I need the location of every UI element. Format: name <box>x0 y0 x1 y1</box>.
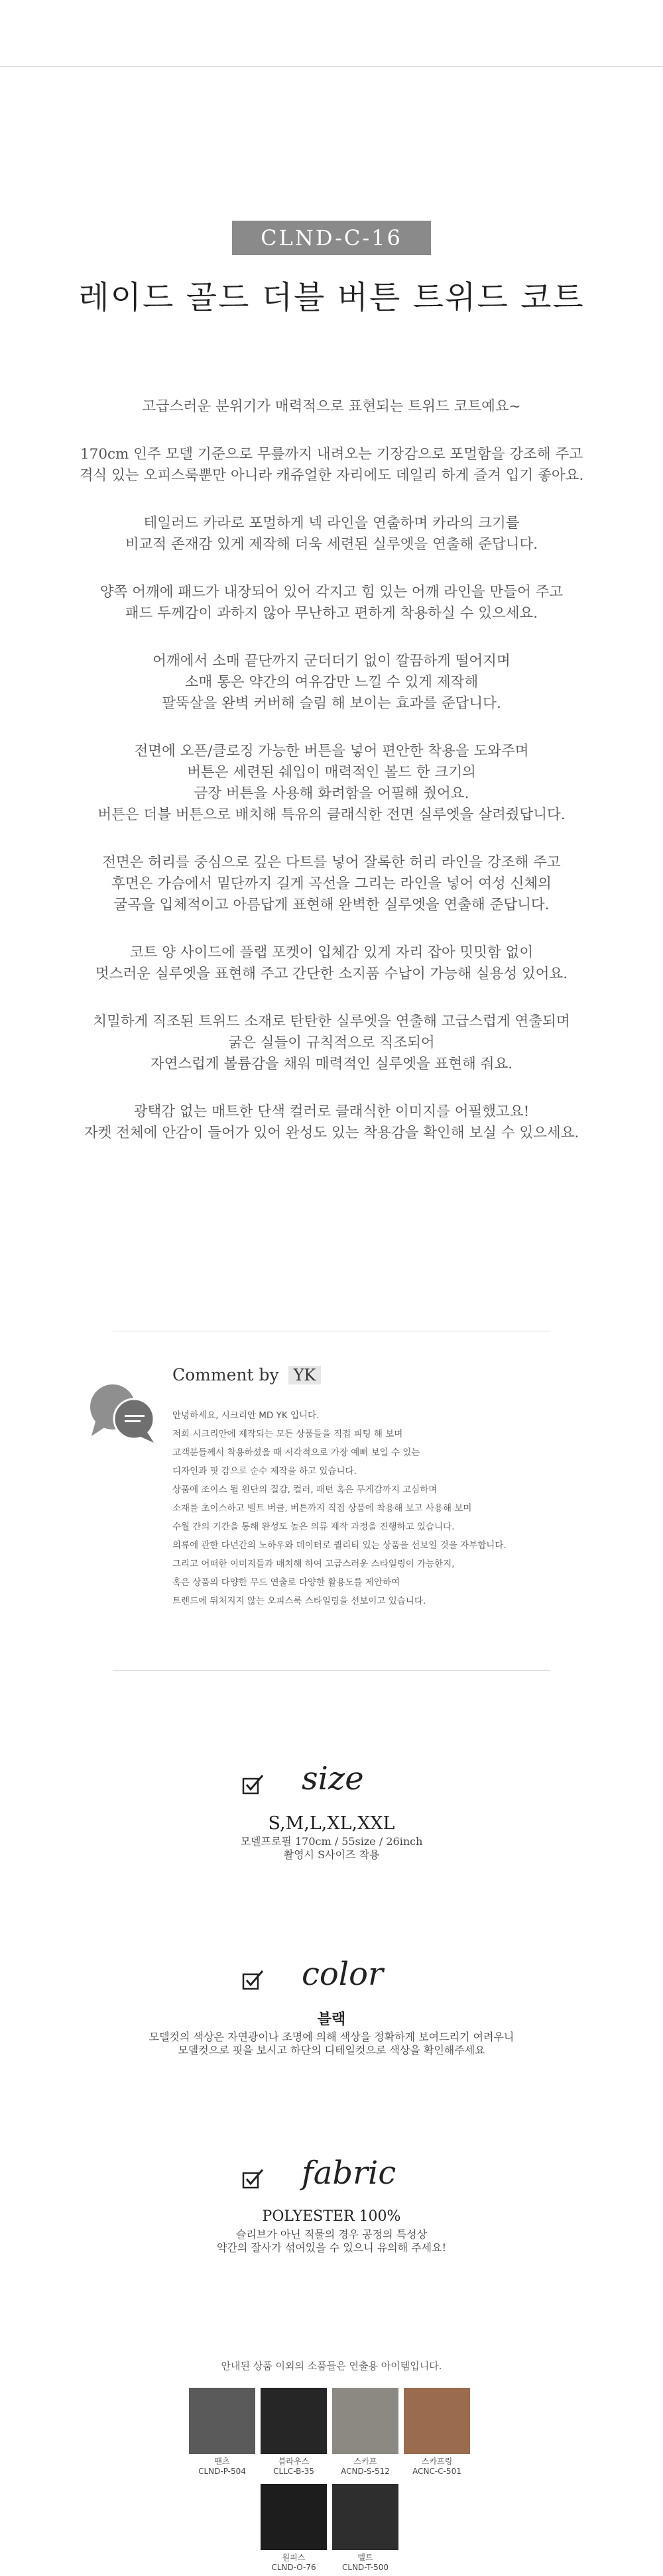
description-line: 테일러드 카라로 포멀하게 넥 라인을 연출하며 카라의 크기를 <box>143 515 520 532</box>
description-paragraph <box>40 582 623 624</box>
comment-line: 디자인과 핏 감으로 순수 제작을 하고 있습니다. <box>172 1466 357 1477</box>
description-line: 자켓 전체에 안감이 들어가 있어 완성도 있는 착용감을 확인해 보실 수 있으세요. <box>84 1125 579 1141</box>
fabric-note-2: 약간의 잘사가 섞여있을 수 있으니 유의해 주세요! <box>216 2241 447 2254</box>
comment-author: YK <box>288 1366 322 1384</box>
related-item-label <box>397 2457 477 2477</box>
related-items-title: 안내된 상품 이외의 소품들은 연출용 아이템입니다. <box>221 2360 442 2372</box>
color-info <box>66 2008 597 2057</box>
description-line: 양쪽 어깨에 패드가 내장되어 있어 각지고 힘 있는 어깨 라인을 만들어 주고 <box>99 584 564 600</box>
size-heading-text: size <box>302 1760 364 1797</box>
description-line: 버튼은 세련된 쉐입이 매력적인 볼드 한 크기의 <box>187 764 476 781</box>
description-line: 후면은 가슴에서 밑단까지 길게 곡선을 그리는 라인을 넣어 여성 신체의 <box>111 875 552 892</box>
checkbox-check-icon <box>242 1969 265 1990</box>
description-paragraph <box>40 1011 623 1075</box>
comment-line: 안녕하세요, 시크리안 MD YK 입니다. <box>172 1410 320 1421</box>
description-line: 팔뚝살을 완벽 커버해 슬림 해 보이는 효과를 준답니다. <box>162 695 501 712</box>
comment-header <box>172 1365 321 1384</box>
description-line: 어깨에서 소매 끝단까지 군더더기 없이 깔끔하게 떨어지며 <box>152 653 511 669</box>
description-line: 치밀하게 직조된 트위드 소재로 탄탄한 실루엣을 연출해 고급스럽게 연출되며 <box>93 1013 570 1030</box>
related-item-name: 스카프링 <box>421 2457 453 2466</box>
description-line: 비교적 존재감 있게 제작해 더욱 세련된 실루엣을 연출해 준답니다. <box>125 536 538 553</box>
top-divider <box>0 66 663 67</box>
related-item-thumbnail[interactable] <box>332 2388 398 2454</box>
description-line: 패드 두께감이 과하지 않아 무난하고 편하게 착용하실 수 있으세요. <box>125 605 538 622</box>
description-paragraph <box>40 1101 623 1144</box>
fabric-heading <box>242 2157 441 2197</box>
comment-line: 상품에 조이스 될 원단의 질감, 컬러, 패턴 혹은 무게감까지 고심하며 <box>172 1484 438 1495</box>
fabric-heading-text: fabric <box>302 2155 396 2192</box>
description-line: 격식 있는 오피스룩뿐만 아니라 캐쥬얼한 자리에도 데일리 하게 즐겨 입기 좋아요. <box>79 467 584 484</box>
related-item-code: ACND-S-512 <box>341 2467 390 2476</box>
related-item-code: CLND-O-76 <box>271 2563 316 2572</box>
description-paragraph <box>40 942 623 985</box>
color-heading-text: color <box>302 1956 383 1993</box>
checkbox-check-icon <box>242 1773 265 1795</box>
comment-line: 의류에 관한 다년간의 노하우와 데이터로 퀄리티 있는 상품을 선보일 것을 자부합니다. <box>172 1540 507 1551</box>
description-line: 고급스러운 분위기가 매력적으로 표현되는 트위드 코트예요~ <box>142 398 521 415</box>
comment-text <box>172 1406 507 1610</box>
description-line: 금장 버튼을 사용해 화려함을 어필해 줬어요. <box>194 785 469 802</box>
comment-line: 혹은 상품의 다양한 무드 연출로 다양한 활용도를 제안하여 <box>172 1577 400 1588</box>
related-item-name: 벨트 <box>357 2553 373 2562</box>
section-divider <box>113 1670 550 1671</box>
related-item-label <box>326 2553 405 2573</box>
description-line: 소매 통은 약간의 여유감만 느낄 수 있게 제작해 <box>184 674 479 691</box>
description-line: 버튼은 더블 버튼으로 배치해 특유의 클래식한 전면 실루엣을 살려줬답니다. <box>97 807 566 823</box>
related-item-thumbnail[interactable] <box>261 2388 327 2454</box>
related-item-thumbnail[interactable] <box>189 2388 255 2454</box>
md-comment <box>86 1365 590 1630</box>
related-item-label <box>326 2457 405 2477</box>
description-line: 전면은 허리를 중심으로 깊은 다트를 넣어 잘록한 허리 라인을 강조해 주고 <box>102 854 561 871</box>
description-paragraph <box>40 396 623 418</box>
related-item-code: CLLC-B-35 <box>273 2467 314 2476</box>
related-item-label <box>254 2457 333 2477</box>
description-line: 광택감 없는 매트한 단색 컬러로 클래식한 이미지를 어필했고요! <box>133 1103 530 1120</box>
description-line: 멋스러운 실루엣을 표현해 주고 간단한 소지품 수납이 가능해 실용성 있어요. <box>95 966 568 982</box>
comment-line: 트렌드에 뒤처지지 않는 오피스룩 스타일링을 선보이고 있습니다. <box>172 1596 426 1606</box>
related-item-name: 스카프 <box>353 2457 377 2466</box>
comment-label: Comment by <box>172 1365 279 1384</box>
description-line: 자연스럽게 볼륨감을 채워 매력적인 실루엣을 표현해 줘요. <box>150 1056 513 1072</box>
color-note-1: 모델컷의 색상은 자연광이나 조명에 의해 색상을 정확하게 보여드리기 여려우니 <box>149 2031 514 2043</box>
product-description <box>40 396 623 1170</box>
comment-line: 고객분들께서 착용하셨을 때 시각적으로 가장 예뻐 보일 수 있는 <box>172 1447 420 1458</box>
fabric-composition: POLYESTER 100% <box>262 2208 401 2225</box>
description-paragraph <box>40 444 623 486</box>
size-note: 촬영시 S사이즈 착용 <box>283 1848 380 1861</box>
product-title: 레이드 골드 더블 버튼 트위드 코트 <box>78 279 585 316</box>
related-item-name: 원피스 <box>282 2553 306 2562</box>
size-heading <box>242 1760 441 1803</box>
fabric-note-1: 슬리브가 아닌 직물의 경우 공정의 특성상 <box>235 2228 428 2241</box>
related-item-label <box>254 2553 333 2573</box>
comment-line: 수월 간의 기간을 통해 완성도 높은 의류 제작 과정을 진행하고 있습니다. <box>172 1522 455 1532</box>
description-paragraph <box>40 741 623 826</box>
description-line: 코트 양 사이드에 플랩 포켓이 입체감 있게 자리 잡아 밋밋함 없이 <box>129 944 534 961</box>
checkbox-check-icon <box>242 2168 265 2189</box>
related-item-thumbnail[interactable] <box>332 2484 398 2550</box>
size-list: S,M,L,XL,XXL <box>268 1813 395 1834</box>
description-line: 전면에 오픈/클로징 가능한 버튼을 넣어 편안한 착용을 도와주며 <box>134 743 529 759</box>
description-paragraph <box>40 513 623 555</box>
related-item-name: 블라우스 <box>278 2457 310 2466</box>
comment-line: 소재를 초이스하고 벨트 버클, 버튼까지 직접 상품에 착용해 보고 사용해 보며 <box>172 1503 472 1514</box>
comment-line: 저희 시크리안에 제작되는 모든 상품들을 직접 피팅 해 보며 <box>172 1429 403 1439</box>
related-item-thumbnail[interactable] <box>261 2484 327 2550</box>
description-line: 170cm 인주 모델 기준으로 무릎까지 내려오는 기장감으로 포멀함을 강조해 주고 <box>80 446 583 463</box>
comment-line: 그리고 어떠한 이미지들과 매치해 하여 고급스러운 스타일링이 가능한지, <box>172 1559 455 1569</box>
model-profile: 모델프로필 170cm / 55size / 26inch <box>240 1835 423 1848</box>
description-paragraph <box>40 651 623 714</box>
related-item-label <box>182 2457 262 2477</box>
color-note-2: 모델컷으로 핏을 보시고 하단의 디테일컷으로 색상을 확인해주세요 <box>178 2044 485 2056</box>
related-item-thumbnail[interactable] <box>404 2388 470 2454</box>
description-paragraph <box>40 852 623 916</box>
related-item-code: ACNC-C-501 <box>412 2467 461 2476</box>
product-code-badge: CLND-C-16 <box>232 221 431 255</box>
related-item-code: CLND-P-504 <box>198 2467 246 2476</box>
speech-bubbles-icon <box>86 1382 159 1445</box>
description-line: 굴곡을 입체적이고 아름답게 표현해 완벽한 실루엣을 연출해 준답니다. <box>113 897 550 913</box>
color-name: 블랙 <box>317 2011 346 2028</box>
size-info <box>66 1813 597 1862</box>
related-item-code: CLND-T-500 <box>342 2563 389 2572</box>
fabric-info <box>66 2206 597 2255</box>
description-line: 굵은 실들이 규칙적으로 직조되어 <box>228 1035 435 1051</box>
related-item-name: 팬츠 <box>214 2457 230 2466</box>
color-heading <box>242 1958 441 1998</box>
